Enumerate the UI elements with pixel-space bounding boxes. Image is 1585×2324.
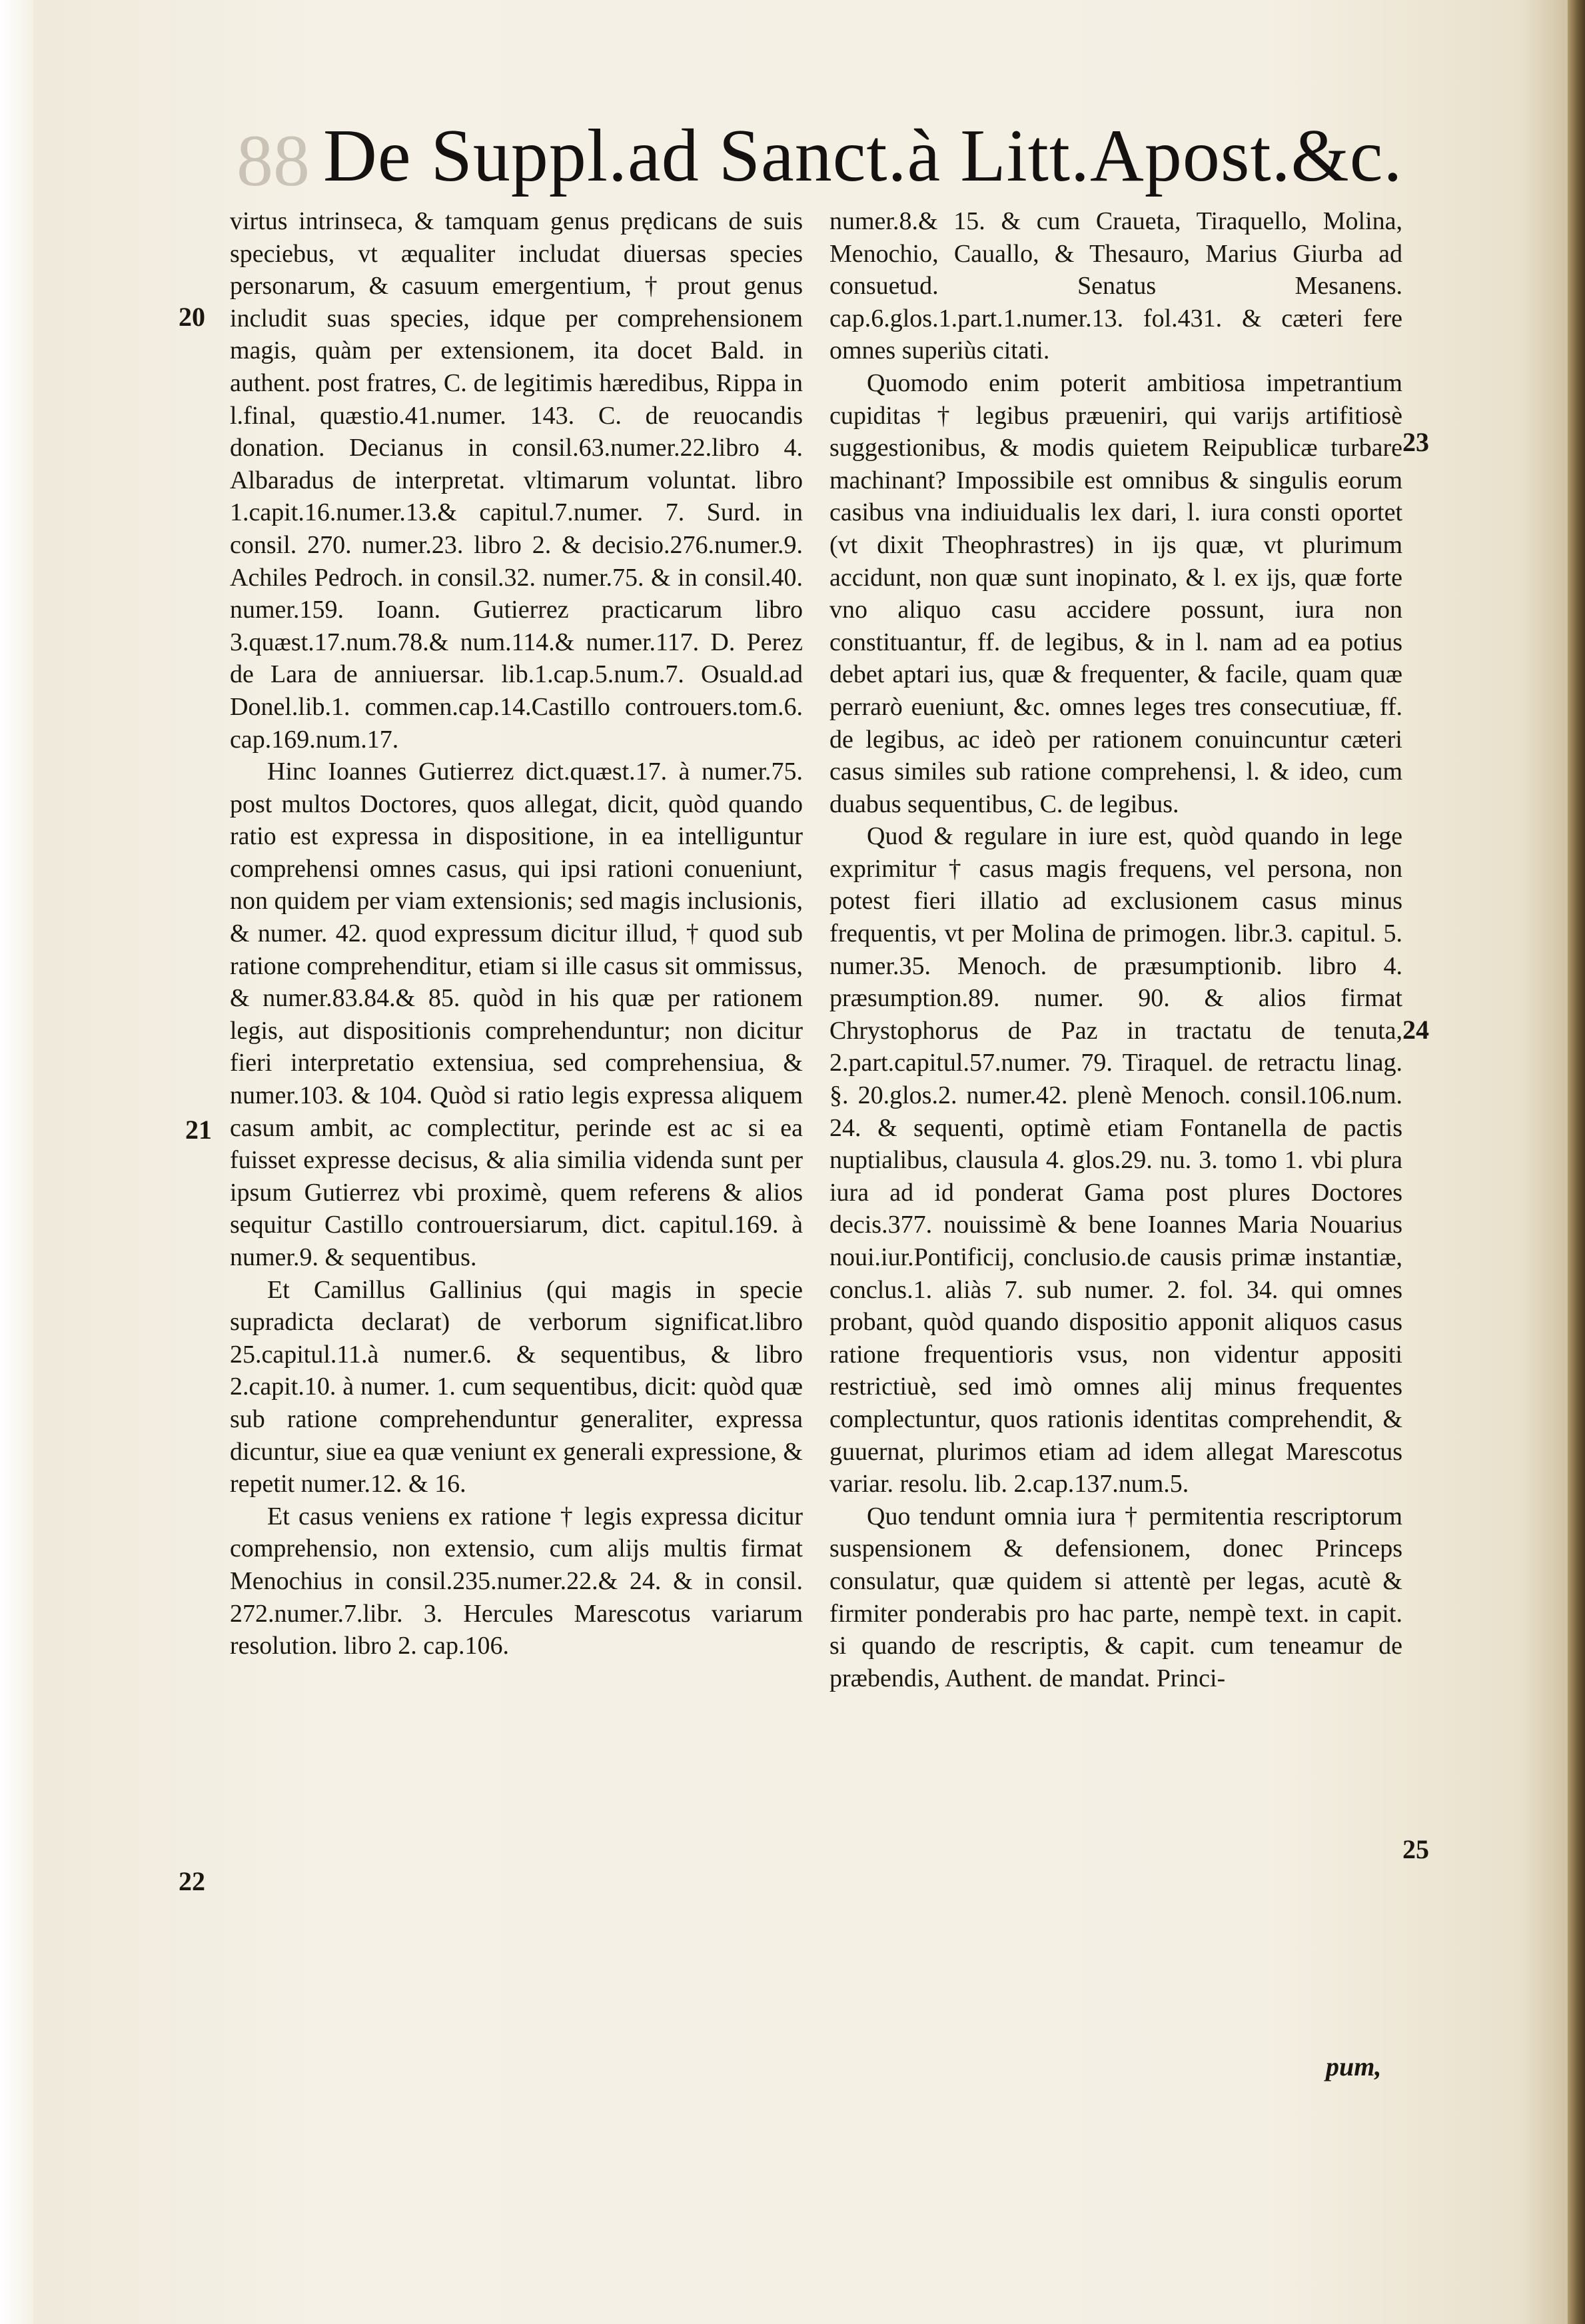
paragraph: Et Camillus Gallinius (qui magis in specie supradicta declarat) de verborum significat.libro 25.capitul.11.à numer.6. & sequentibus, & libro 2.capit.10. à numer. 1. cum sequentibus, dicit: quòd quæ sub ratione comprehenduntur generaliter, expressa dicuntur, siue ea quæ veniunt ex generali expressione, & repetit numer.12. & 16. <box>230 1275 803 1498</box>
margin-number: 21 <box>185 1115 212 1145</box>
folio-number: 88 <box>237 120 310 201</box>
margin-number: 20 <box>179 302 205 332</box>
left-text-column <box>230 205 803 1662</box>
page-right-edge-shadow <box>1568 0 1585 2324</box>
margin-number: 22 <box>179 1866 205 1896</box>
paragraph: Quod & regulare in iure est, quòd quando in lege exprimitur † casus magis frequens, vel persona, non potest fieri illatio ad exclusionem casus minus frequentis, vt per Molina de primogen. libr.3. capitul. 5. numer.35. Menoch. de præsumptionib. libro 4. præsumption.89. numer. 90. & alios firmat Chrystophorus de Paz in tractatu de tenuta, 2.part.capitul.57.numer. 79. Tiraquel. de retractu linag. §. 20.glos.2. numer.42. plenè Menoch. consil.106.num. 24. & sequenti, optimè etiam Fontanella de pactis nuptialibus, clausula 4. glos.29. nu. 3. tomo 1. vbi plura iura ad id ponderat Gama post plures Doctores decis.377. nouissimè & bene Ioannes Maria Nouarius noui.iur.Pontificij, conclusio.de causis primæ instantiæ, conclus.1. aliàs 7. sub numer. 2. fol. 34. qui omnes probant, quòd quando dispositio apponit aliquos casus ratione frequentioris vsus, non videntur appositi restrictiuè, sed imò omnes alij minus frequentes complectuntur, quos rationis identitas comprehendit, & guuernat, plurimos etiam ad idem allegat Marescotus variar. resolu. lib. 2.cap.137.num.5. <box>829 822 1402 1498</box>
margin-number: 25 <box>1402 1834 1429 1864</box>
page-header <box>237 100 1403 207</box>
running-title: De Suppl.ad Sanct.à Litt.Apost.&c. <box>323 115 1403 197</box>
paragraph: Et casus veniens ex ratione † legis expressa dicitur comprehensio, non extensio, cum alijs multis firmat Menochius in consil.235.numer.22.& 24. & in consil. 272.numer.7.libr. 3. Hercules Marescotus variarum resolution. libro 2. cap.106. <box>230 1502 803 1660</box>
paragraph: virtus intrinseca, & tamquam genus prędicans de suis speciebus, vt æqualiter includat diuersas species personarum, & casuum emergentium, † prout genus includit suas species, idque per comprehensionem magis, quàm per extensionem, ita docet Bald. in authent. post fratres, C. de legitimis hæredibus, Rippa in l.final, quæstio.41.numer. 143. C. de reuocandis donation. Decianus in consil.63.numer.22.libro 4. Albaradus de interpretat. vltimarum voluntat. libro 1.capit.16.numer.13.& capitul.7.numer. 7. Surd. in consil. 270. numer.23. libro 2. & decisio.276.numer.9. Achiles Pedroch. in consil.32. numer.75. & in consil.40. numer.159. Ioann. Gutierrez practicarum libro 3.quæst.17.num.78.& num.114.& numer.117. D. Perez de Lara de anniuersar. lib.1.cap.5.num.7. Osuald.ad Donel.lib.1. commen.cap.14.Castillo controuers.tom.6. cap.169.num.17. <box>230 207 803 754</box>
paragraph: numer.8.& 15. & cum Craueta, Tiraquello, Molina, Menochio, Cauallo, & Thesauro, Marius Giurba ad consuetud. Senatus Mesanens. cap.6.glos.1.part.1.numer.13. fol.431. & cæteri fere omnes superiùs citati. <box>829 207 1402 365</box>
margin-number: 23 <box>1402 427 1429 457</box>
catchword: pum, <box>1326 2051 1382 2081</box>
paragraph: Hinc Ioannes Gutierrez dict.quæst.17. à numer.75. post multos Doctores, quos allegat, dicit, quòd quando ratio est expressa in dispositione, in ea intelliguntur comprehensi omnes casus, qui ipsi rationi conueniunt, non quidem per viam extensionis; sed magis inclusionis, & numer. 42. quod expressum dicitur illud, † quod sub ratione comprehenditur, etiam si ille casus sit ommissus, & numer.83.84.& 85. quòd in his quæ per rationem legis, aut dispositionis comprehenduntur; non dicitur fieri interpretatio extensiua, sed comprehensiua, & numer.103. & 104. Quòd si ratio legis expressa aliquem casum ambit, ac complectitur, perinde est ac si ea fuisset expresse decisus, & alia similia videnda sunt per ipsum Gutierrez vbi proximè, quem referens & alios sequitur Castillo controuersiarum, dict. capitul.169. à numer.9. & sequentibus. <box>230 758 803 1271</box>
page-left-edge <box>0 0 33 2324</box>
paragraph: Quomodo enim poterit ambitiosa impetrantium cupiditas † legibus præueniri, qui varijs artifitiosè suggestionibus, & modis quietem Reipublicæ turbare machinant? Impossibile est omnibus & singulis eorum casibus vna indiuidualis lex dari, l. iura consti oportet (vt dixit Theophrastres) in ijs quæ, vt plurimum accidunt, non quæ sunt inopinato, & l. ex ijs, quæ forte vno aliquo casu accidere possunt, iura non constituantur, ff. de legibus, & in l. nam ad ea potius debet aptari ius, quæ & frequenter, & facile, quam quæ perrarò eueniunt, &c. omnes leges tres consecutiuæ, ff. de legibus, ac ideò per rationem conuincuntur cæteri casus similes sub ratione comprehensi, l. & ideo, cum duabus sequentibus, C. de legibus. <box>829 368 1402 818</box>
paragraph: Quo tendunt omnia iura † permitentia rescriptorum suspensionem & defensionem, donec Princeps consulatur, quæ quidem si attentè per legas, acutè & firmiter ponderabis pro hac parte, nempè text. in capit. si quando de rescriptis, & capit. cum teneamur de præbendis, Authent. de mandat. Princi- <box>829 1502 1402 1692</box>
right-text-column <box>829 205 1402 1694</box>
margin-number: 24 <box>1402 1015 1429 1045</box>
